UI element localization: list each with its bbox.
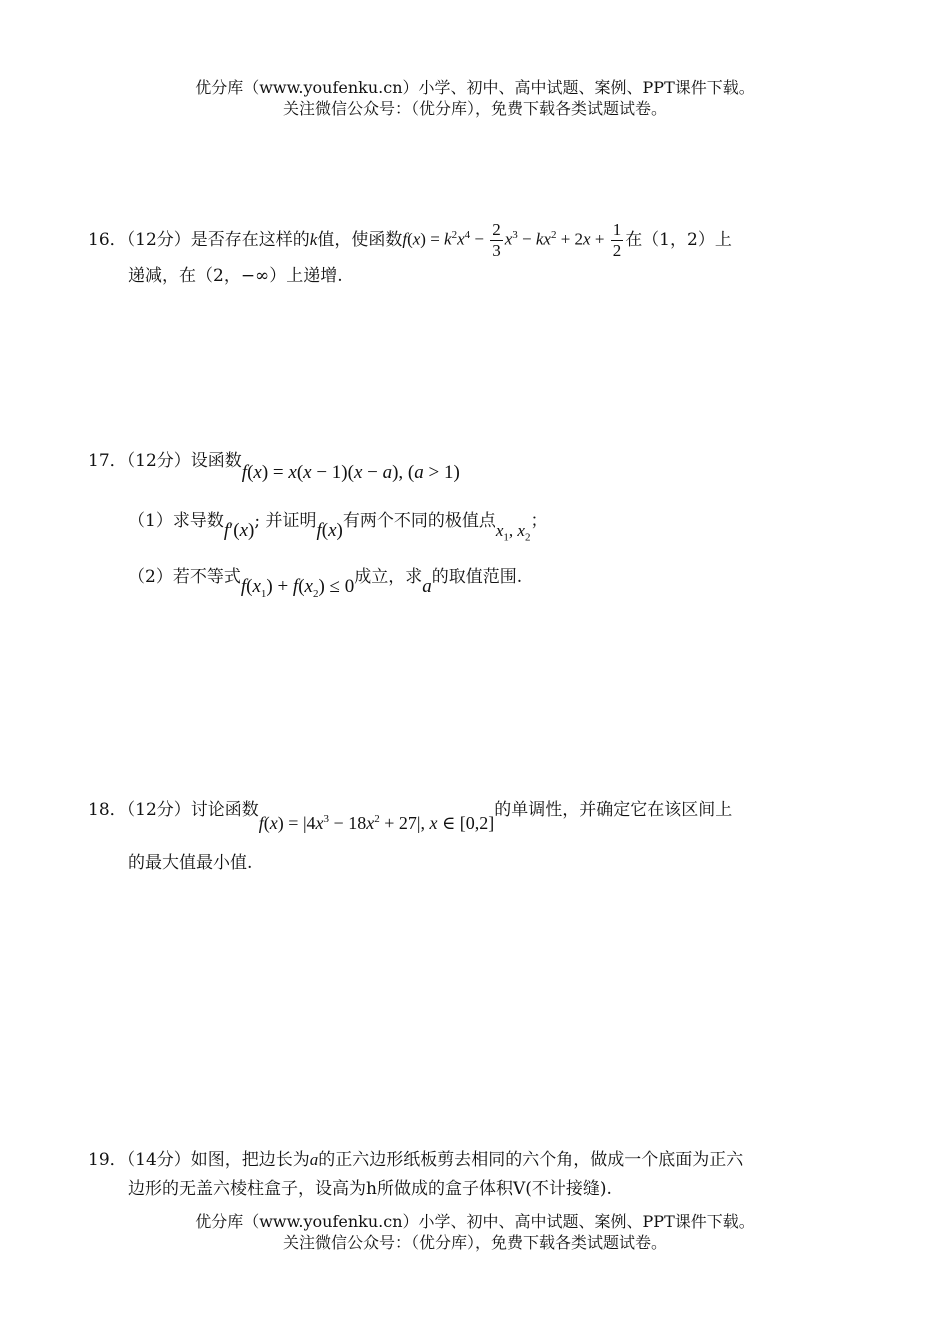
question-19-text: 的正六边形纸板剪去相同的六个角，做成一个底面为正六	[318, 1150, 744, 1170]
question-19-number: 19．	[88, 1150, 127, 1170]
part-1-end: ；	[530, 511, 548, 531]
inequality-expression: $f(x_1) + f(x_2) \le 0$	[240, 576, 355, 600]
question-17-intro: （12分）设函数	[126, 451, 242, 471]
question-17-formula: f(x) = x(x − 1)(x − a), (a > 1)	[241, 462, 460, 483]
question-16-line-2: 递减，在（2，−∞）上递增.	[128, 266, 343, 286]
footer-line-1: 优分库（www.youfenku.cn）小学、初中、高中试题、案例、PPT课件下载。	[195, 1212, 755, 1231]
part-1-prove: ; 并证明	[254, 511, 317, 531]
question-17-number: 17．	[88, 451, 127, 471]
question-18-task: 的单调性，并确定它在该区间上	[494, 800, 733, 820]
question-17-line-1	[88, 449, 460, 483]
variable-k: k	[309, 230, 318, 249]
part-2-end: 的取值范围.	[431, 567, 523, 587]
question-18-intro: （12分）讨论函数	[126, 800, 259, 820]
question-18-formula: $f(x) = |4x^3 - 18x^2 + 27|$, x ∈ [0,2]	[258, 813, 495, 833]
question-16-interval: 在（1，2）上	[625, 230, 732, 250]
function-expression: f(x)	[316, 520, 343, 541]
question-16-intro: （12分）是否存在这样的	[126, 230, 310, 250]
derivative-expression: f′(x)	[223, 520, 255, 541]
question-18-line-2: 的最大值最小值.	[128, 853, 253, 873]
footer-line-2: 关注微信公众号：（优分库），免费下载各类试题试卷。	[282, 1233, 667, 1252]
part-1-extrema-text: 有两个不同的极值点	[342, 511, 496, 531]
question-19-intro: （14分）如图，把边长为	[126, 1150, 310, 1170]
header-line-2: 关注微信公众号：（优分库），免费下载各类试题试卷。	[282, 99, 667, 118]
question-16-formula: $f(x) = k^2x^4$ − $\frac{2}{3}$ $x^3 - kx^2 + 2x$ + $\frac{1}{2}$	[402, 220, 622, 260]
part-2-label: （2）若不等式	[128, 567, 241, 587]
question-17-part-2	[128, 565, 523, 600]
question-19-line-1	[88, 1148, 743, 1172]
part-2-mid: 成立，求	[354, 567, 423, 587]
variable-a: a	[422, 576, 432, 597]
header-line-1: 优分库（www.youfenku.cn）小学、初中、高中试题、案例、PPT课件下载。	[195, 78, 755, 97]
question-19-line-2: 边形的无盖六棱柱盒子，设高为h所做成的盒子体积V(不计接缝).	[128, 1179, 612, 1199]
part-1-label: （1）求导数	[128, 511, 224, 531]
question-16-number: 16．	[88, 230, 127, 250]
question-16-mid: 值，使函数	[317, 230, 403, 250]
question-17-part-1	[128, 509, 548, 544]
extrema-points: $x_1$, $x_2$	[495, 521, 531, 544]
question-16-line-1	[88, 220, 732, 261]
question-18-line-1	[88, 793, 733, 833]
side-length-a: a	[309, 1150, 319, 1169]
question-18-number: 18．	[88, 800, 127, 820]
